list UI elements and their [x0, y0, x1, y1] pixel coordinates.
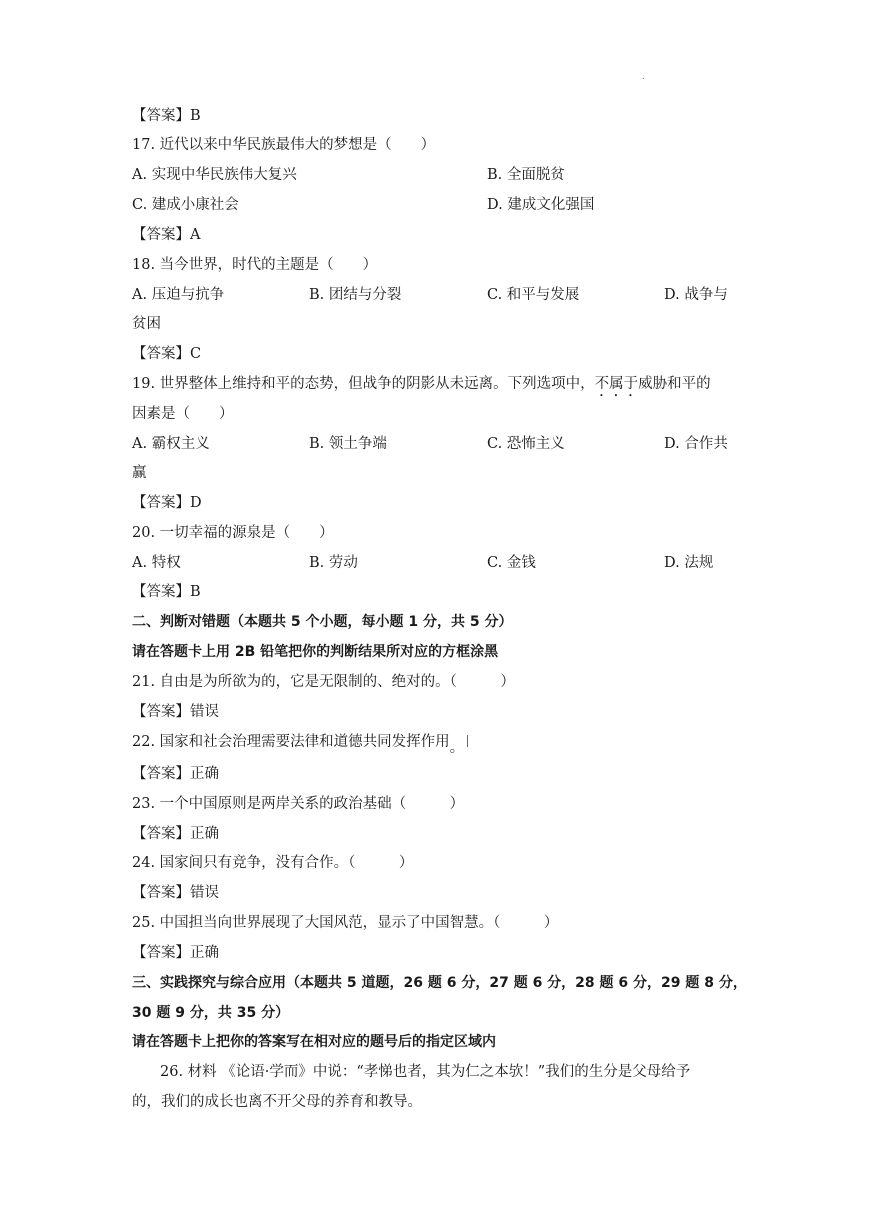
answer-value: B — [190, 584, 201, 600]
answer-value: 错误 — [190, 885, 219, 901]
q18-option-d: D. 战争与 — [664, 287, 728, 303]
answer-q24 — [132, 884, 219, 902]
answer-label: 【答案】 — [132, 227, 190, 243]
question-18-stem: 18. 当今世界，时代的主题是（ ） — [132, 257, 378, 273]
answer-label: 【答案】 — [132, 495, 190, 511]
q17-option-c: C. 建成小康社会 — [132, 197, 239, 213]
q18-option-d-continued: 贫困 — [132, 316, 161, 332]
answer-label: 【答案】 — [132, 885, 190, 901]
q19-option-d: D. 合作共 — [664, 436, 728, 452]
question-19-stem-continued: 因素是（ ） — [132, 406, 234, 422]
question-25-stem: 25. 中国担当向世界展现了大国风范，显示了中国智慧。（ ） — [132, 915, 559, 931]
q19-option-d-continued: 赢 — [132, 465, 147, 481]
question-23-stem: 23. 一个中国原则是两岸关系的政治基础（ ） — [132, 796, 465, 812]
question-22-stem — [132, 733, 465, 756]
section-3-instruction: 请在答题卡上把你的答案写在相对应的题号后的指定区域内 — [132, 1034, 496, 1050]
q17-option-d: D. 建成文化强国 — [487, 197, 595, 213]
q18-option-a: A. 压迫与抗争 — [132, 287, 225, 303]
answer-value: 正确 — [190, 945, 219, 961]
stem-tail: 。 — [449, 740, 465, 756]
answer-q21 — [132, 703, 219, 721]
answer-label: 【答案】 — [132, 826, 190, 842]
answer-q23 — [132, 825, 219, 843]
answer-label: 【答案】 — [132, 766, 190, 782]
section-2-title: 二、判断对错题（本题共 5 个小题，每小题 1 分，共 5 分） — [132, 614, 513, 630]
answer-q18 — [132, 345, 201, 363]
answer-q25 — [132, 944, 219, 962]
section-3-title: 三、实践探究与综合应用（本题共 5 道题，26 题 6 分，27 题 6 分，28 题 6 分，29 题 8 分， — [132, 975, 747, 991]
section-3-title-continued: 30 题 9 分，共 35 分） — [132, 1005, 290, 1021]
question-26-line-1: 26. 材料 《论语·学而》中说：“孝悌也者，其为仁之本欤！”我们的生分是父母给予 — [160, 1064, 691, 1080]
q20-option-d: D. 法规 — [664, 555, 714, 571]
q18-option-b: B. 团结与分裂 — [309, 287, 402, 303]
question-19-stem — [132, 375, 711, 400]
question-24-stem: 24. 国家间只有竞争，没有合作。（ ） — [132, 855, 414, 871]
corner-mark: . — [642, 72, 645, 81]
answer-q16 — [132, 107, 201, 125]
stem-text: 威胁和平的 — [638, 376, 711, 392]
q20-option-a: A. 特权 — [132, 555, 181, 571]
answer-label: 【答案】 — [132, 945, 190, 961]
q20-option-c: C. 金钱 — [487, 555, 536, 571]
answer-label: 【答案】 — [132, 584, 190, 600]
q19-option-a: A. 霸权主义 — [132, 436, 210, 452]
q17-option-b: B. 全面脱贫 — [487, 167, 565, 183]
q20-option-b: B. 劳动 — [309, 555, 358, 571]
question-20-stem: 20. 一切幸福的源泉是（ ） — [132, 525, 334, 541]
answer-value: A — [190, 227, 201, 243]
q18-option-c: C. 和平与发展 — [487, 287, 580, 303]
question-26-line-2: 的，我们的成长也离不开父母的养育和教导。 — [132, 1094, 422, 1110]
answer-q22 — [132, 765, 219, 783]
answer-q19 — [132, 494, 202, 512]
answer-value: 正确 — [190, 766, 219, 782]
answer-label: 【答案】 — [132, 704, 190, 720]
stem-text: 19. 世界整体上维持和平的态势，但战争的阴影从未远离。下列选项中， — [132, 376, 595, 392]
answer-value: D — [190, 495, 202, 511]
stem-text: 22. 国家和社会治理需要法律和道德共同发挥作用 — [132, 734, 450, 750]
q19-option-b: B. 领土争端 — [309, 436, 387, 452]
answer-value: C — [190, 346, 202, 362]
question-21-stem: 21. 自由是为所欲为的，它是无限制的、绝对的。（ ） — [132, 674, 515, 690]
answer-q20 — [132, 583, 201, 601]
q17-option-a: A. 实现中华民族伟大复兴 — [132, 167, 297, 183]
emphasized-text: 不属于 — [594, 376, 639, 392]
section-2-instruction: 请在答题卡上用 2B 铅笔把你的判断结果所对应的方框涂黑 — [132, 644, 499, 660]
answer-q17 — [132, 226, 200, 244]
answer-value: 正确 — [190, 826, 219, 842]
answer-label: 【答案】 — [132, 108, 190, 124]
answer-value: B — [190, 108, 201, 124]
question-17-stem: 17. 近代以来中华民族最伟大的梦想是（ ） — [132, 137, 436, 153]
q19-option-c: C. 恐怖主义 — [487, 436, 565, 452]
answer-value: 错误 — [190, 704, 219, 720]
cursor-mark — [467, 735, 468, 747]
answer-label: 【答案】 — [132, 346, 190, 362]
